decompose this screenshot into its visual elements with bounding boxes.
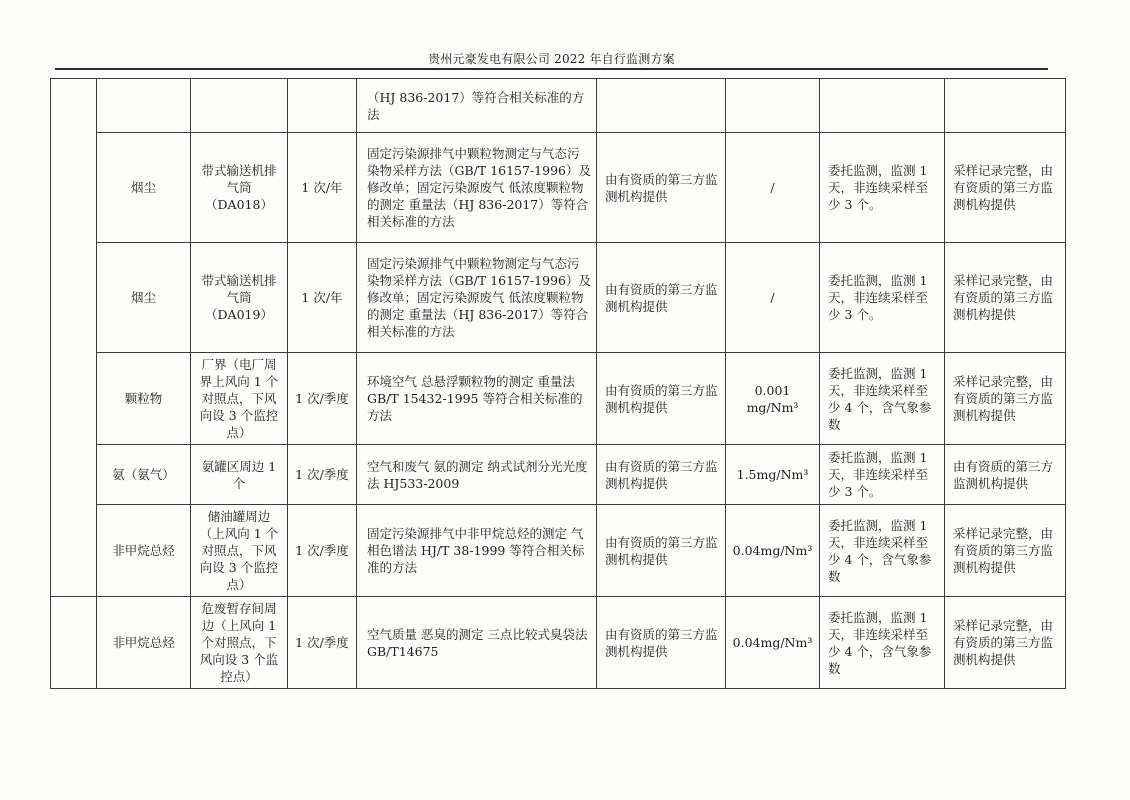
frequency-cell: 1 次/季度 [288,597,357,689]
point-cell: 厂界（电厂周界上风向 1 个对照点，下风向设 3 个监控点） [191,353,288,445]
lab-cell [597,79,726,133]
method-cell: 固定污染源排气中颗粒物测定与气态污染物采样方法（GB/T 16157-1996）及修改单；固定污染源废气 低浓度颗粒物的测定 重量法（HJ 836-2017）等符合相关标准的方法 [357,243,597,353]
pollutant-cell: 非甲烷总烃 [97,597,191,689]
method-cell: 环境空气 总悬浮颗粒物的测定 重量法 GB/T 15432-1995 等符合相关标准的方法 [357,353,597,445]
point-cell: 氨罐区周边 1 个 [191,445,288,505]
sampling-cell: 委托监测，监测 1 天，非连续采样至少 3 个。 [820,133,945,243]
pollutant-cell: 氨（氨气） [97,445,191,505]
lab-cell: 由有资质的第三方监测机构提供 [597,505,726,597]
table-row [51,133,1066,243]
pollutant-cell: 非甲烷总烃 [97,505,191,597]
frequency-cell: 1 次/季度 [288,445,357,505]
method-cell: 空气质量 恶臭的测定 三点比较式臭袋法 GB/T14675 [357,597,597,689]
lab-cell: 由有资质的第三方监测机构提供 [597,133,726,243]
method-cell: 空气和废气 氨的测定 纳式试剂分光光度法 HJ533-2009 [357,445,597,505]
limit-cell: / [726,133,820,243]
table-row [51,353,1066,445]
sampling-cell: 委托监测，监测 1 天，非连续采样至少 3 个。 [820,445,945,505]
table-row [51,79,1066,133]
monitoring-table [50,78,1066,689]
method-cell: 固定污染源排气中颗粒物测定与气态污染物采样方法（GB/T 16157-1996）及修改单；固定污染源废气 低浓度颗粒物的测定 重量法（HJ 836-2017）等符合相关标准的方法 [357,133,597,243]
point-cell: 带式输送机排气筒（DA019） [191,243,288,353]
limit-cell: / [726,243,820,353]
limit-cell [726,79,820,133]
limit-cell: 1.5mg/Nm³ [726,445,820,505]
qc-cell: 采样记录完整，由有资质的第三方监测机构提供 [945,243,1066,353]
method-cell: 固定污染源排气中非甲烷总烃的测定 气相色谱法 HJ/T 38-1999 等符合相关标准的方法 [357,505,597,597]
point-cell: 储油罐周边（上风向 1 个对照点，下风向设 3 个监控点） [191,505,288,597]
qc-cell: 采样记录完整，由有资质的第三方监测机构提供 [945,597,1066,689]
table-row [51,505,1066,597]
pollutant-cell: 颗粒物 [97,353,191,445]
limit-cell: 0.001 mg/Nm³ [726,353,820,445]
pollutant-cell [97,79,191,133]
point-cell [191,79,288,133]
frequency-cell [288,79,357,133]
page-header: 贵州元豪发电有限公司 2022 年自行监测方案 [428,52,675,66]
method-cell: （HJ 836-2017）等符合相关标准的方法 [357,79,597,133]
lab-cell: 由有资质的第三方监测机构提供 [597,597,726,689]
table-row [51,597,1066,689]
limit-cell: 0.04mg/Nm³ [726,597,820,689]
lab-cell: 由有资质的第三方监测机构提供 [597,445,726,505]
qc-cell: 采样记录完整，由有资质的第三方监测机构提供 [945,133,1066,243]
sampling-cell: 委托监测，监测 1 天，非连续采样至少 4 个，含气象参数 [820,505,945,597]
frequency-cell: 1 次/年 [288,133,357,243]
lab-cell: 由有资质的第三方监测机构提供 [597,353,726,445]
sampling-cell: 委托监测，监测 1 天，非连续采样至少 3 个。 [820,243,945,353]
pollutant-cell: 烟尘 [97,133,191,243]
table-row [51,445,1066,505]
header-rule [55,68,1048,70]
qc-cell: 采样记录完整，由有资质的第三方监测机构提供 [945,505,1066,597]
sampling-cell: 委托监测，监测 1 天，非连续采样至少 4 个，含气象参数 [820,597,945,689]
qc-cell [945,79,1066,133]
frequency-cell: 1 次/年 [288,243,357,353]
category-cell [51,79,97,597]
point-cell: 带式输送机排气筒（DA018） [191,133,288,243]
limit-cell: 0.04mg/Nm³ [726,505,820,597]
pollutant-cell: 烟尘 [97,243,191,353]
lab-cell: 由有资质的第三方监测机构提供 [597,243,726,353]
table-row [51,243,1066,353]
category-cell [51,597,97,689]
qc-cell: 由有资质的第三方监测机构提供 [945,445,1066,505]
frequency-cell: 1 次/季度 [288,353,357,445]
qc-cell: 采样记录完整，由有资质的第三方监测机构提供 [945,353,1066,445]
sampling-cell [820,79,945,133]
point-cell: 危废暂存间周边（上风向 1 个对照点，下风向设 3 个监控点） [191,597,288,689]
sampling-cell: 委托监测，监测 1 天，非连续采样至少 4 个，含气象参数 [820,353,945,445]
frequency-cell: 1 次/季度 [288,505,357,597]
